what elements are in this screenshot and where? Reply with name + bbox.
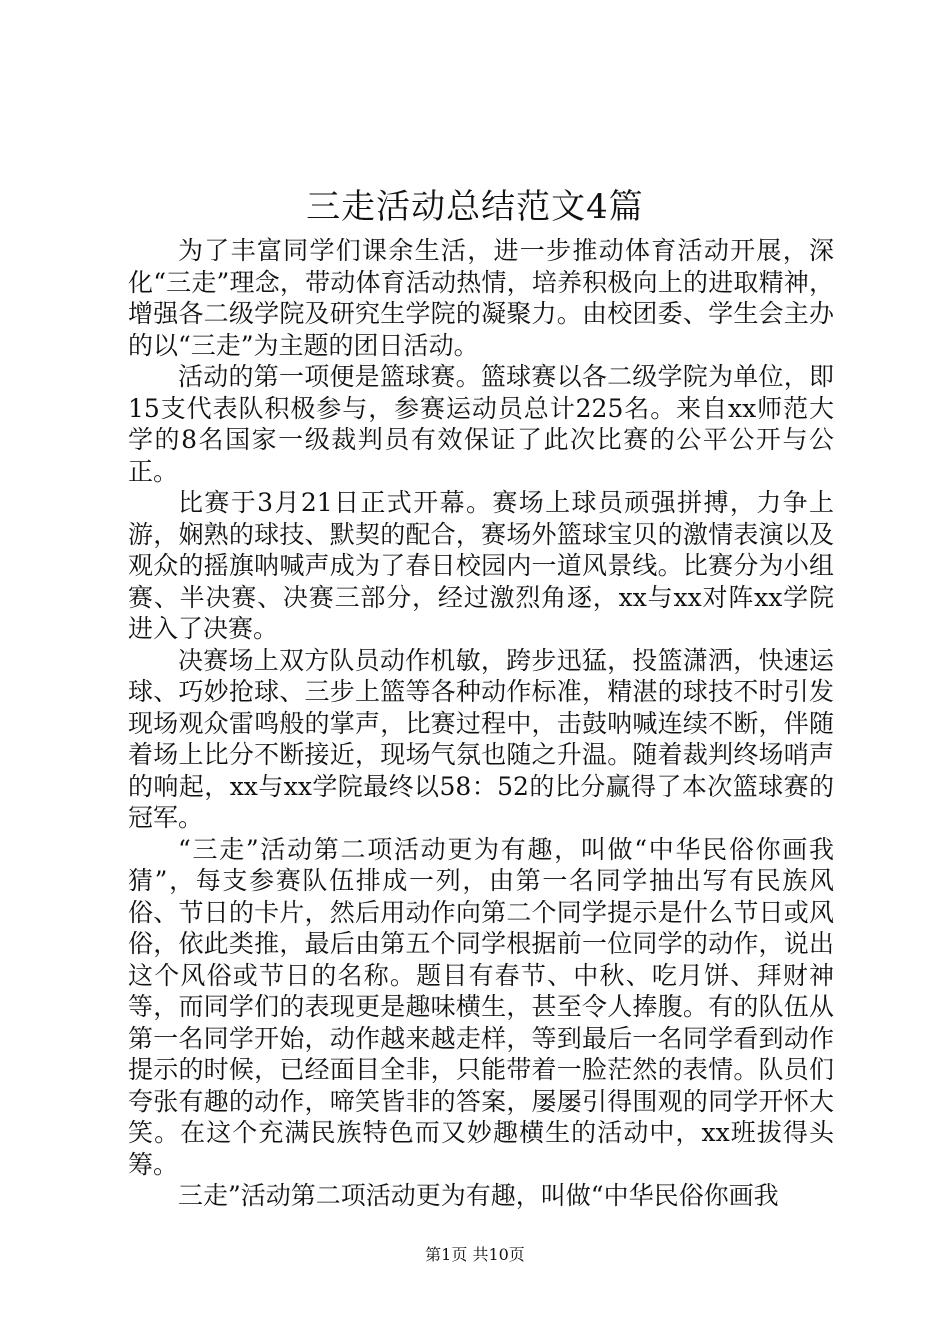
paragraph: “三走”活动第二项活动更为有趣，叫做“中华民俗你画我猜”，每支参赛队伍排成一列，由第一名同学抽出写有民族风俗、节日的卡片，然后用动作向第二个同学提示是什么节日或风俗，依此类推，最后由第五个同学根据前一位同学的动作，说出这个风俗或节日的名称。题目有春节、中秋、吃月饼、拜财神等，而同学们的表现更是趣味横生，甚至令人捧腹。有的队伍从第一名同学开始，动作越来越走样，等到最后一名同学看到动作提示的时候，已经面目全非，只能带着一脸茫然的表情。队员们夸张有趣的动作，啼笑皆非的答案，屡屡引得围观的同学开怀大笑。在这个充满民族特色而又妙趣横生的活动中，xx班拔得头筹。 (128, 834, 834, 1179)
document-body (128, 235, 834, 1212)
paragraph: 为了丰富同学们课余生活，进一步推动体育活动开展，深化“三走”理念，带动体育活动热情，培养积极向上的进取精神，增强各二级学院及研究生学院的凝聚力。由校团委、学生会主办的以“三走”为主题的团日活动。 (128, 236, 834, 360)
paragraph: 三走”活动第二项活动更为有趣，叫做“中华民俗你画我 (178, 1181, 779, 1210)
paragraph: 比赛于3月21日正式开幕。赛场上球员顽强拼搏，力争上游，娴熟的球技、默契的配合，赛场外篮球宝贝的激情表演以及观众的摇旗呐喊声成为了春日校园内一道风景线。比赛分为小组赛、半决赛、决赛三部分，经过激烈角逐，xx与xx对阵xx学院进入了决赛。 (128, 488, 834, 643)
document-title: 三走活动总结范文4篇 (306, 187, 644, 227)
paragraph: 活动的第一项便是篮球赛。篮球赛以各二级学院为单位，即15支代表队积极参与，参赛运动员总计225名。来自xx师范大学的8名国家一级裁判员有效保证了此次比赛的公平公开与公正。 (128, 362, 834, 486)
page-footer: 第1页 共10页 (425, 1245, 525, 1264)
paragraph: 决赛场上双方队员动作机敏，跨步迅猛，投篮潇洒，快速运球、巧妙抢球、三步上篮等各种动作标准，精湛的球技不时引发现场观众雷鸣般的掌声，比赛过程中，击鼓呐喊连续不断，伴随着场上比分不断接近，现场气氛也随之升温。随着裁判终场哨声的响起，xx与xx学院最终以58：52的比分赢得了本次篮球赛的冠军。 (128, 645, 834, 832)
